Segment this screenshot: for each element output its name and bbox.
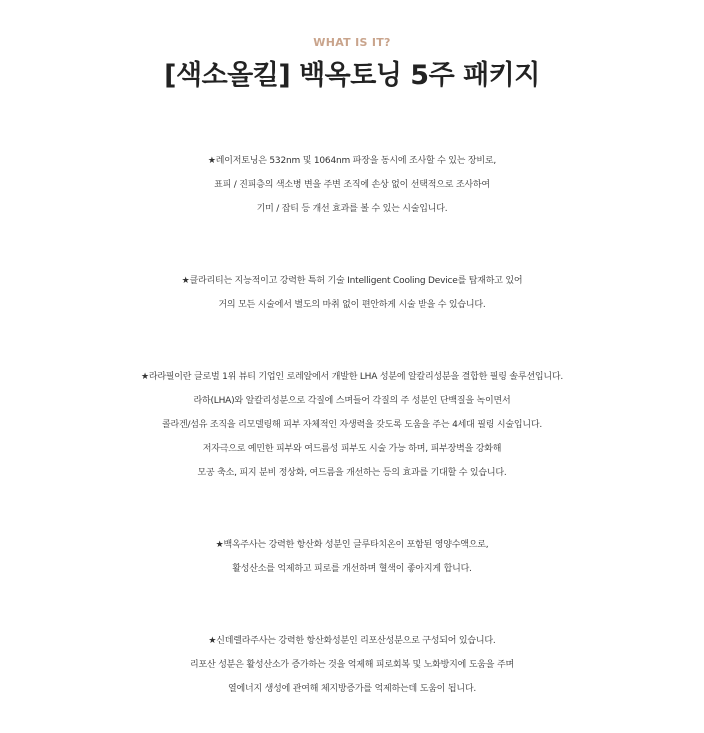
paragraph-line: 저자극으로 예민한 피부와 여드름성 피부도 시술 가능 하며, 피부장벽을 강화해 <box>202 444 502 454</box>
paragraph-line: ★백옥주사는 강력한 항산화 성분인 글루타치온이 포함된 영양수액으로, <box>215 540 489 550</box>
paragraph-line: ★레이저토닝은 532nm 및 1064nm 파장을 동시에 조사할 수 있는 장비로, <box>207 156 497 166</box>
paragraph-line: 콜라겐/섬유 조직을 리모델링해 피부 자체적인 자생력을 갖도록 도움을 주는 4세대 필링 시술입니다. <box>161 420 543 430</box>
paragraph-line: 표피 / 진피층의 색소병 변을 주변 조직에 손상 없이 선택적으로 조사하여 <box>214 180 490 190</box>
paragraph-line: 라하(LHA)와 알칼리성분으로 각질에 스며들어 각질의 주 성분인 단백질을 녹이면서 <box>193 396 511 406</box>
paragraph-line: 거의 모든 시술에서 별도의 마취 없이 편안하게 시술 받을 수 있습니다. <box>218 300 486 310</box>
paragraph-cinderella-injection <box>0 629 704 701</box>
paragraph-laser-toning <box>0 149 704 221</box>
paragraph-baekok-injection <box>0 533 704 581</box>
paragraph-line: 열에너지 생성에 관여해 체지방증가를 억제하는데 도움이 됩니다. <box>228 684 476 694</box>
page-title: [색소올킬] 백옥토닝 5주 패키지 <box>164 60 540 91</box>
paragraph-lala-peel <box>0 365 704 485</box>
paragraph-line: ★클라리티는 지능적이고 강력한 특허 기술 Intelligent Cooling Device를 탑재하고 있어 <box>181 276 523 286</box>
paragraph-line: 기미 / 잡티 등 개선 효과를 볼 수 있는 시술입니다. <box>256 204 448 214</box>
paragraph-line: 활성산소를 억제하고 피로를 개선하며 혈색이 좋아지게 합니다. <box>232 564 472 574</box>
paragraph-line: 모공 축소, 피지 분비 정상화, 여드름을 개선하는 등의 효과를 기대할 수 있습니다. <box>197 468 507 478</box>
paragraph-line: 리포산 성분은 활성산소가 증가하는 것을 억제해 피로회복 및 노화방지에 도움을 주며 <box>190 660 514 670</box>
section-eyebrow: WHAT IS IT? <box>313 36 391 49</box>
paragraph-line: ★신데렐라주사는 강력한 항산화성분인 리포산성분으로 구성되어 있습니다. <box>208 636 496 646</box>
paragraph-line: ★라라필이란 글로벌 1위 뷰티 기업인 로레알에서 개발한 LHA 성분에 알칼리성분을 결합한 필링 솔루션입니다. <box>140 372 564 382</box>
paragraph-clarity <box>0 269 704 317</box>
